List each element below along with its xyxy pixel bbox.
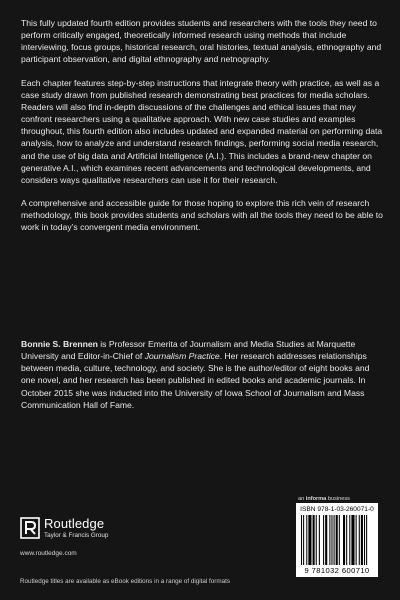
journal-title: Journalism Practice: [144, 351, 220, 362]
informa-brand: informa: [305, 496, 327, 502]
description-paragraph-1: This fully updated fourth edition provides students and researchers with the tools they need to perform critically engaged, theoretically informed research using methods that include interviewing, focus groups, historical research, oral histories, textual analysis, ethnography and participant observation, and digital ethnography and netnography.: [21, 18, 382, 65]
barcode-bar: [303, 515, 304, 565]
barcode-bar: [316, 515, 317, 565]
barcode-digits: 9 781032 600710: [304, 566, 370, 575]
barcode-bar: [343, 515, 345, 565]
barcode-bar: [334, 515, 335, 565]
barcode-bar: [351, 515, 354, 565]
isbn-barcode: [296, 503, 378, 577]
author-bio-text-2: . Her research addresses relationships between media, culture, technology, and society. She is the author/editor of eight books and one novel, and her research has been published in edited books and academic journals. In October 2015 she was inducted into the University of Iowa School of Journalism and Mass Communication Hall of Fame.: [21, 351, 370, 410]
ebook-note: Routledge titles are available as eBook editions in a range of digital formats: [20, 578, 231, 585]
barcode-bar: [306, 515, 307, 565]
barcode-bar: [336, 515, 338, 565]
barcode-bar: [329, 515, 330, 565]
author-name: Bonnie S. Brennen: [21, 339, 98, 349]
barcode-bar: [364, 515, 365, 565]
barcode-bar: [361, 515, 363, 565]
barcode-bar: [339, 515, 340, 565]
book-description: [21, 17, 385, 245]
informa-suffix: business: [326, 496, 350, 502]
barcode-bar: [325, 515, 327, 565]
barcode-bar: [349, 515, 350, 565]
barcode-bar: [356, 515, 357, 565]
publisher-group: Taylor & Francis Group: [44, 532, 109, 539]
informa-prefix: an: [298, 496, 306, 502]
barcode-bar: [308, 515, 311, 565]
publisher-name: Routledge: [44, 516, 105, 531]
barcode-bar: [366, 515, 367, 565]
publisher-block: [20, 512, 180, 552]
informa-business-tag: [298, 496, 350, 502]
barcode-bar: [346, 515, 347, 565]
publisher-url[interactable]: www.routledge.com: [20, 550, 77, 557]
barcode-bar: [323, 515, 324, 565]
barcode-bar: [313, 515, 315, 565]
description-paragraph-2: Each chapter features step-by-step instructions that integrate theory with practice, as well as a case study drawn from published research demonstrating best practices for media scholars. Readers will also find in-depth discussions of the challenges and ethical issues that may confront researchers using a qualitative approach. With new case studies and examples throughout, this fourth edition also includes updated and expanded material on performing data analysis, how to analyze and understand research findings, performing social media research, and the use of big data and Artificial Intelligence (A.I.). This includes a brand-new chapter on generative A.I., which examines recent advancements and technological developments, and considers ways qualitative researchers can use it for their research.: [21, 77, 383, 185]
author-bio-text-1: is Professor Emerita of Journalism and Media Studies at Marquette University and Editor-in-Chief of: [21, 339, 356, 362]
description-paragraph-3: A comprehensive and accessible guide for those hoping to explore this rich vein of research methodology, this book provides students and scholars with all the tools they need to be able to work in today’s convergent media environment.: [21, 198, 383, 233]
barcode-bars: [301, 515, 373, 565]
author-bio: [21, 338, 385, 411]
isbn-label: ISBN 978-1-03-260071-0: [300, 506, 374, 513]
barcode-bar: [359, 515, 360, 565]
barcode-bar: [331, 515, 332, 565]
barcode-bar: [301, 515, 302, 565]
barcode-bar: [319, 515, 320, 565]
routledge-logo-icon: [20, 517, 40, 539]
